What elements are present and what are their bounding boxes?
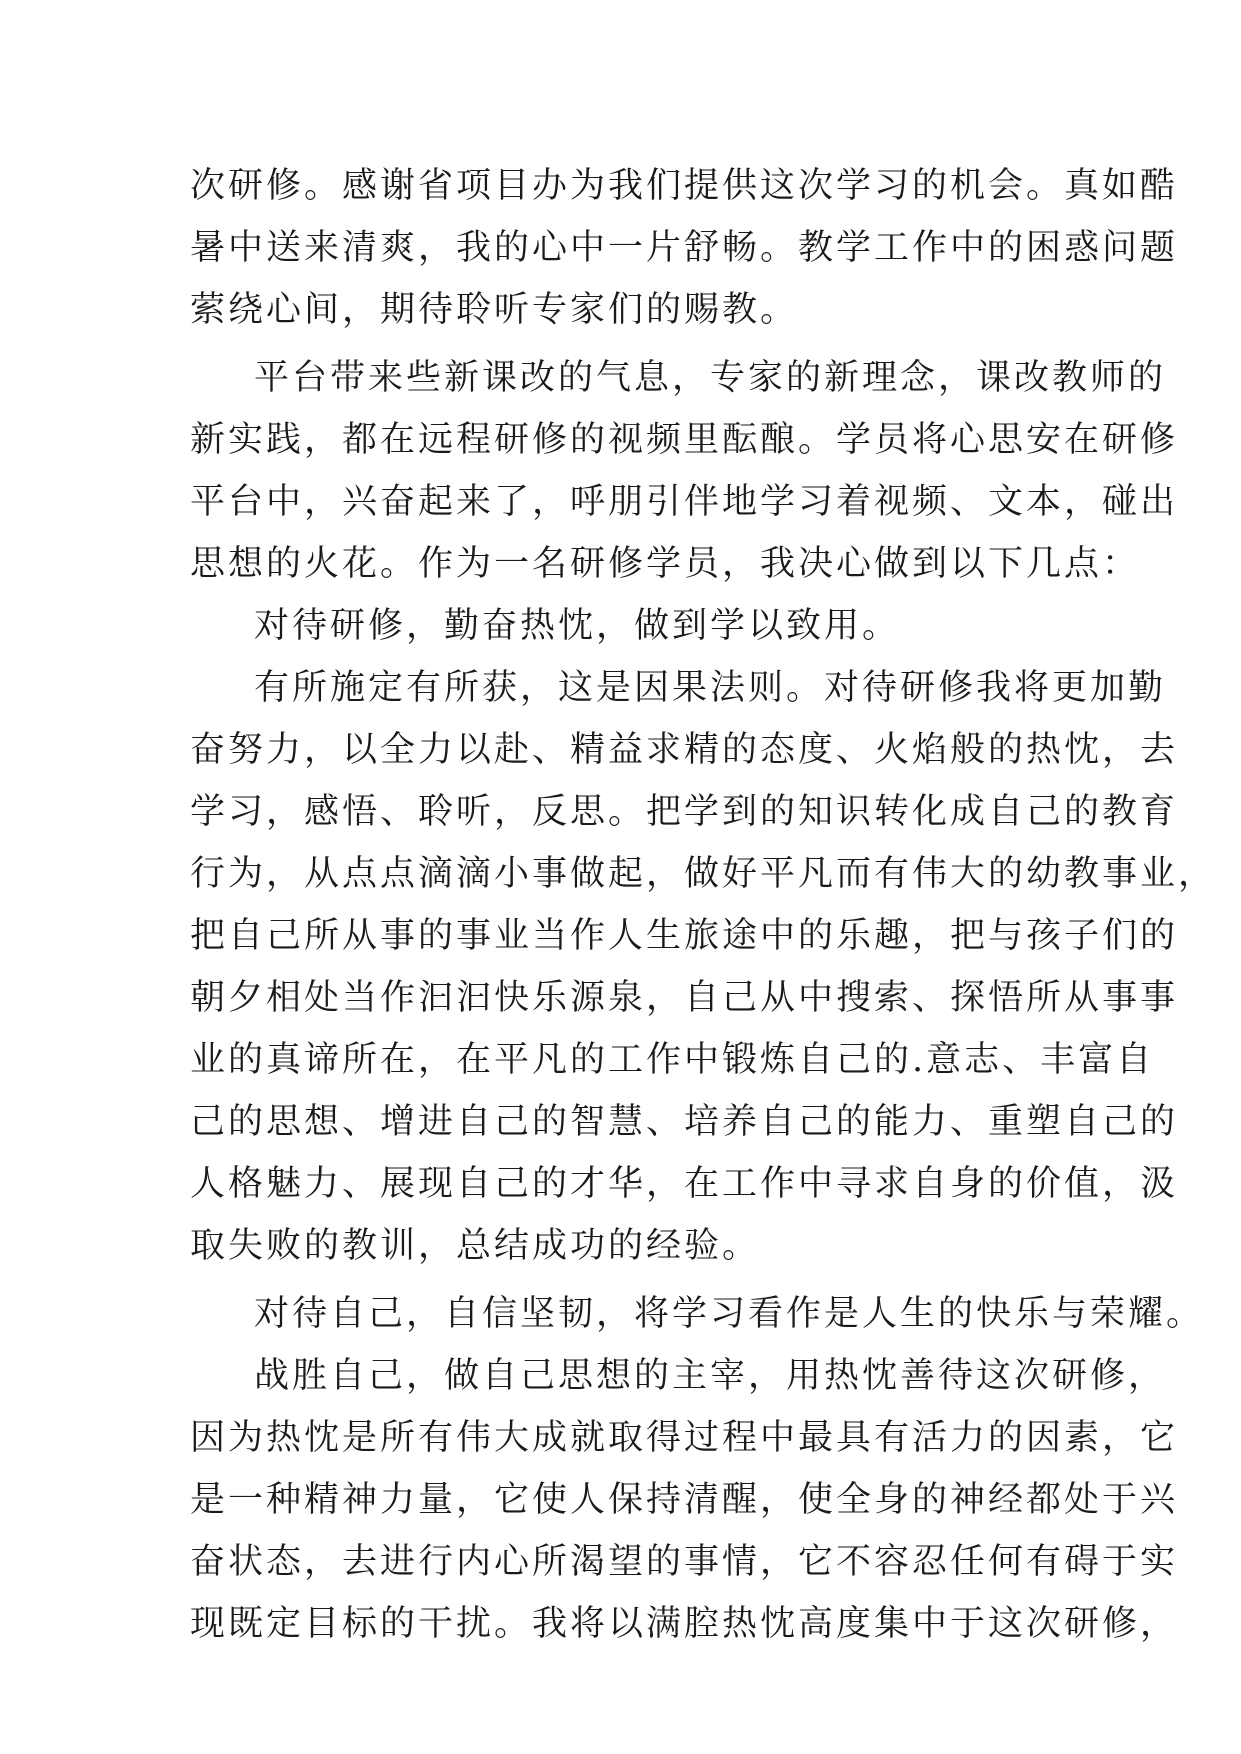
section-heading: 对待研修，勤奋热忱，做到学以致用。 — [254, 606, 901, 646]
text-line: 是一种精神力量，它使人保持清醒，使全身的神经都处于兴 — [190, 1480, 1179, 1520]
text-line: 行为，从点点滴滴小事做起，做好平凡而有伟大的幼教事业， — [190, 854, 1217, 894]
text-line: 奋努力，以全力以赴、精益求精的态度、火焰般的热忱，去 — [190, 730, 1179, 770]
text-line: 奋状态，去进行内心所渴望的事情，它不容忍任何有碍于实 — [190, 1542, 1179, 1582]
text-line: 己的思想、增进自己的智慧、培养自己的能力、重塑自己的 — [190, 1102, 1179, 1142]
paragraph-first-line: 战胜自己，做自己思想的主宰，用热忱善待这次研修， — [254, 1356, 1167, 1396]
text-line: 把自己所从事的事业当作人生旅途中的乐趣，把与孩子们的 — [190, 916, 1179, 956]
paragraph-first-line: 有所施定有所获，这是因果法则。对待研修我将更加勤 — [254, 668, 1167, 708]
text-line: 现既定目标的干扰。我将以满腔热忱高度集中于这次研修， — [190, 1604, 1179, 1644]
text-line: 次研修。感谢省项目办为我们提供这次学习的机会。真如酷 — [190, 166, 1179, 206]
text-line: 学习，感悟、聆听，反思。把学到的知识转化成自己的教育 — [190, 792, 1179, 832]
text-line: 平台中，兴奋起来了，呼朋引伴地学习着视频、文本，碰出 — [190, 482, 1179, 522]
paragraph-first-line: 平台带来些新课改的气息，专家的新理念，课改教师的 — [254, 358, 1167, 398]
section-heading: 对待自己，自信坚韧，将学习看作是人生的快乐与荣耀。 — [254, 1294, 1205, 1334]
text-line: 朝夕相处当作汩汩快乐源泉，自己从中搜索、探悟所从事事 — [190, 978, 1179, 1018]
text-line: 思想的火花。作为一名研修学员，我决心做到以下几点： — [190, 544, 1141, 584]
document-body — [190, 155, 1217, 1655]
text-line: 暑中送来清爽，我的心中一片舒畅。教学工作中的困惑问题 — [190, 228, 1179, 268]
text-line: 业的真谛所在，在平凡的工作中锻炼自己的.意志、丰富自 — [190, 1040, 1155, 1080]
text-line: 取失败的教训，总结成功的经验。 — [190, 1226, 761, 1266]
text-line: 萦绕心间，期待聆听专家们的赐教。 — [190, 290, 799, 330]
text-line: 新实践，都在远程研修的视频里酝酿。学员将心思安在研修 — [190, 420, 1179, 460]
text-line: 因为热忱是所有伟大成就取得过程中最具有活力的因素，它 — [190, 1418, 1179, 1458]
text-line: 人格魅力、展现自己的才华，在工作中寻求自身的价值，汲 — [190, 1164, 1179, 1204]
